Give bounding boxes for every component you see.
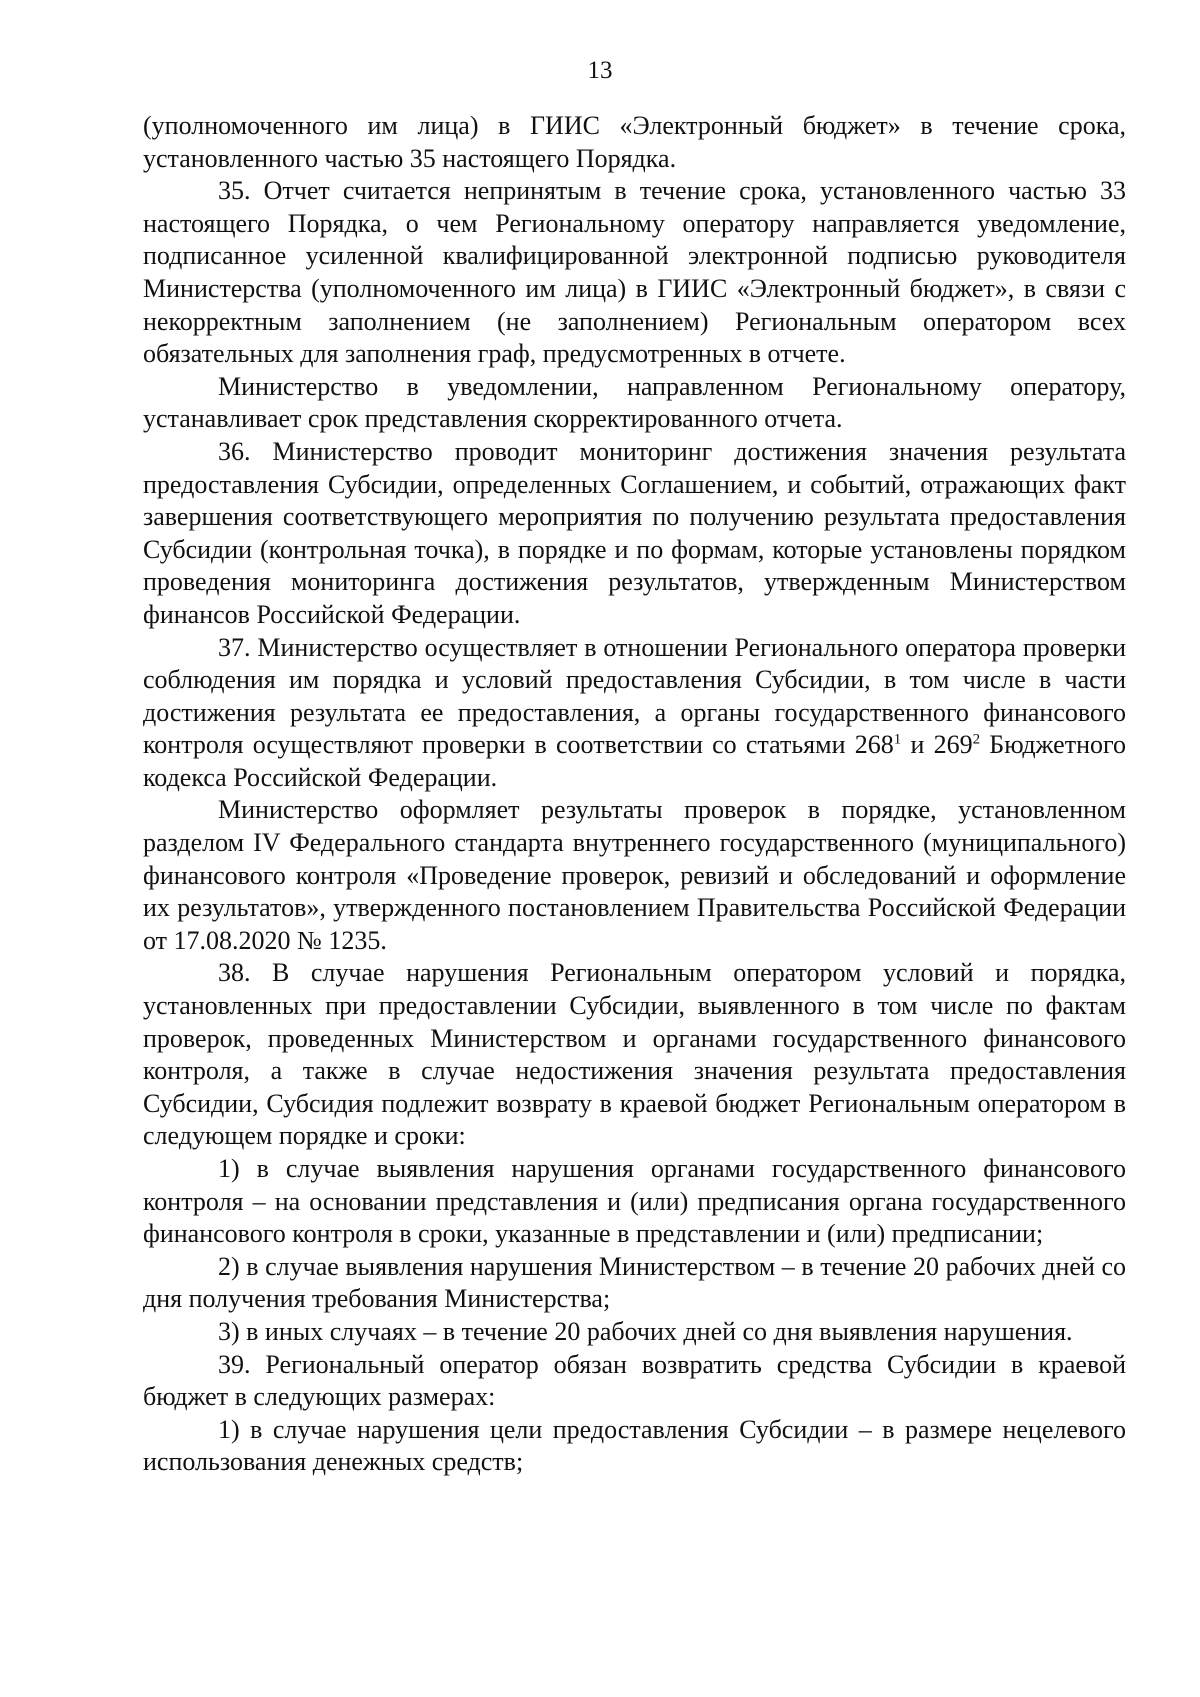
paragraph-continuation: (уполномоченного им лица) в ГИИС «Электронный бюджет» в течение срока, установленного частью 35 настоящего Порядка.	[143, 111, 1126, 173]
paragraph-36: 36. Министерство проводит мониторинг достижения значения результата предоставления Субсидии, определенных Соглашением, и событий, отражающих факт завершения соответствующего мероприятия по получению результата предоставления Субсидии (контрольная точка), в порядке и по формам, которые установлены порядком проведения мониторинга достижения результатов, утвержденным Министерством финансов Российской Федерации.	[143, 436, 1126, 629]
paragraph-38: 38. В случае нарушения Региональным оператором условий и порядка, установленных при предоставлении Субсидии, выявленного в том числе по фактам проверок, проведенных Министерством и органами государственного финансового контроля, а также в случае недостижения значения результата предоставления Субсидии, Субсидия подлежит возврату в краевой бюджет Региональным оператором в следующем порядке и сроки:	[143, 958, 1126, 1151]
paragraph-35-notice: Министерство в уведомлении, направленном Региональному оператору, устанавливает срок представления скорректированного отчета.	[143, 371, 1126, 434]
document-body	[143, 110, 1126, 1479]
paragraph-37-end: Бюджетного кодекса Российской Федерации.	[143, 730, 1127, 792]
paragraph-37	[143, 632, 1126, 795]
paragraph-37-results: Министерство оформляет результаты проверок в порядке, установленном разделом IV Федерального стандарта внутреннего государственного (муниципального) финансового контроля «Проведение проверок, ревизий и обследований и оформление их результатов», утвержденного постановлением Правительства Российской Федерации от 17.08.2020 № 1235.	[143, 795, 1126, 955]
paragraph-39: 39. Региональный оператор обязан возвратить средства Субсидии в краевой бюджет в следующих размерах:	[143, 1349, 1126, 1412]
paragraph-38-item-2: 2) в случае выявления нарушения Министерством – в течение 20 рабочих дней со дня получения требования Министерства;	[143, 1251, 1126, 1314]
superscript-article-268: 1	[893, 731, 902, 748]
paragraph-37-mid: и 269	[901, 730, 973, 760]
superscript-article-269: 2	[972, 731, 981, 748]
paragraph-39-item-1: 1) в случае нарушения цели предоставления Субсидии – в размере нецелевого использования денежных средств;	[143, 1414, 1126, 1477]
paragraph-38-item-1: 1) в случае выявления нарушения органами государственного финансового контроля – на основании представления и (или) предписания органа государственного финансового контроля в сроки, указанные в представлении и (или) предписании;	[143, 1154, 1126, 1249]
paragraph-35: 35. Отчет считается непринятым в течение срока, установленного частью 33 настоящего Порядка, о чем Региональному оператору направляется уведомление, подписанное усиленной квалифицированной электронной подписью руководителя Министерства (уполномоченного им лица) в ГИИС «Электронный бюджет», в связи с некорректным заполнением (не заполнением) Региональным оператором всех обязательных для заполнения граф, предусмотренных в отчете.	[143, 176, 1126, 369]
page-number: 13	[587, 57, 613, 84]
paragraph-37-main: 37. Министерство осуществляет в отношении Регионального оператора проверки соблюдения им порядка и условий предоставления Субсидии, в том числе в части достижения результата ее предоставления, а органы государственного финансового контроля осуществляют проверки в соответствии со статьями 268	[143, 632, 1126, 760]
paragraph-38-item-3: 3) в иных случаях – в течение 20 рабочих дней со дня выявления нарушения.	[218, 1316, 1073, 1346]
